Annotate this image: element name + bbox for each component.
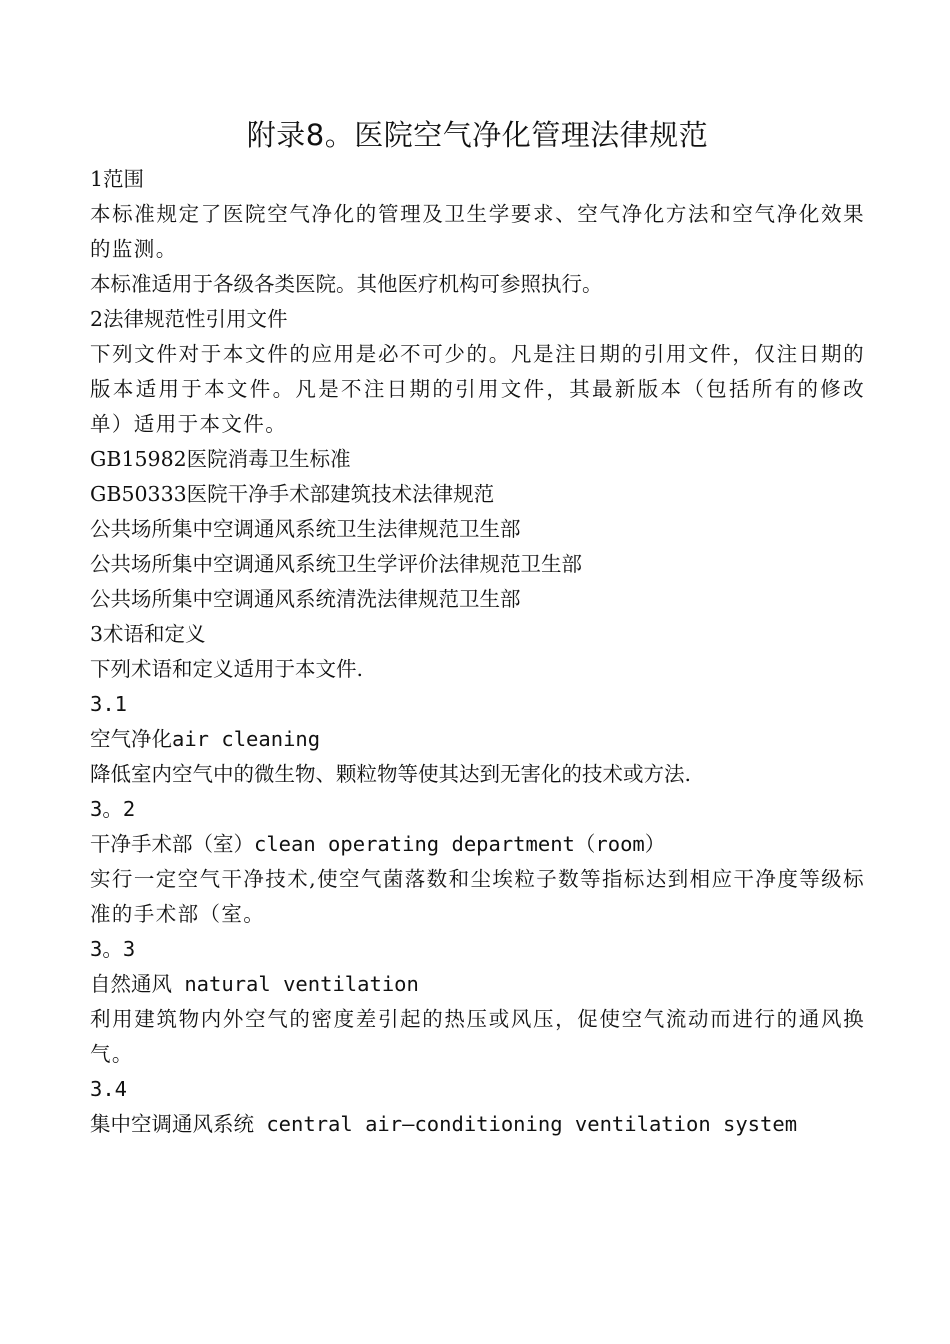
reference-item: GB50333医院干净手术部建筑技术法律规范 — [90, 482, 495, 506]
paragraph-scope-content: 本标准规定了医院空气净化的管理及卫生学要求、空气净化方法和空气净化效果的监测。 — [90, 202, 865, 261]
term-number: 3.1 — [90, 692, 128, 716]
term-definition: 降低室内空气中的微生物、颗粒物等使其达到无害化的技术或方法. — [90, 762, 692, 786]
section-heading-terms: 3术语和定义 — [90, 622, 206, 646]
document-page — [90, 112, 865, 1142]
term-definition: 利用建筑物内外空气的密度差引起的热压或风压，促使空气流动而进行的通风换气。 — [90, 1007, 865, 1066]
term-name: 集中空调通风系统 central air—conditioning ventilation system — [90, 1112, 798, 1136]
document-title: 附录8。医院空气净化管理法律规范 — [246, 118, 709, 152]
reference-item: GB15982医院消毒卫生标准 — [90, 447, 351, 471]
term-name: 干净手术部（室）clean operating department（room） — [90, 832, 666, 856]
paragraph-scope-applicability: 本标准适用于各级各类医院。其他医疗机构可参照执行。 — [90, 272, 603, 296]
paragraph-references-intro: 下列文件对于本文件的应用是必不可少的。凡是注日期的引用文件，仅注日期的版本适用于本文件。凡是不注日期的引用文件，其最新版本（包括所有的修改单）适用于本文件。 — [90, 342, 865, 436]
section-heading-references: 2法律规范性引用文件 — [90, 307, 288, 331]
term-number: 3。3 — [90, 937, 136, 961]
term-definition: 实行一定空气干净技术,使空气菌落数和尘埃粒子数等指标达到相应干净度等级标准的手术部（室。 — [90, 867, 865, 926]
reference-item: 公共场所集中空调通风系统清洗法律规范卫生部 — [90, 587, 521, 611]
term-number: 3。2 — [90, 797, 136, 821]
paragraph-terms-intro: 下列术语和定义适用于本文件. — [90, 657, 364, 681]
term-number: 3.4 — [90, 1077, 128, 1101]
term-name: 自然通风 natural ventilation — [90, 972, 419, 996]
section-heading-scope: 1范围 — [90, 167, 145, 191]
term-name: 空气净化air cleaning — [90, 727, 321, 751]
reference-item: 公共场所集中空调通风系统卫生法律规范卫生部 — [90, 517, 521, 541]
reference-item: 公共场所集中空调通风系统卫生学评价法律规范卫生部 — [90, 552, 582, 576]
